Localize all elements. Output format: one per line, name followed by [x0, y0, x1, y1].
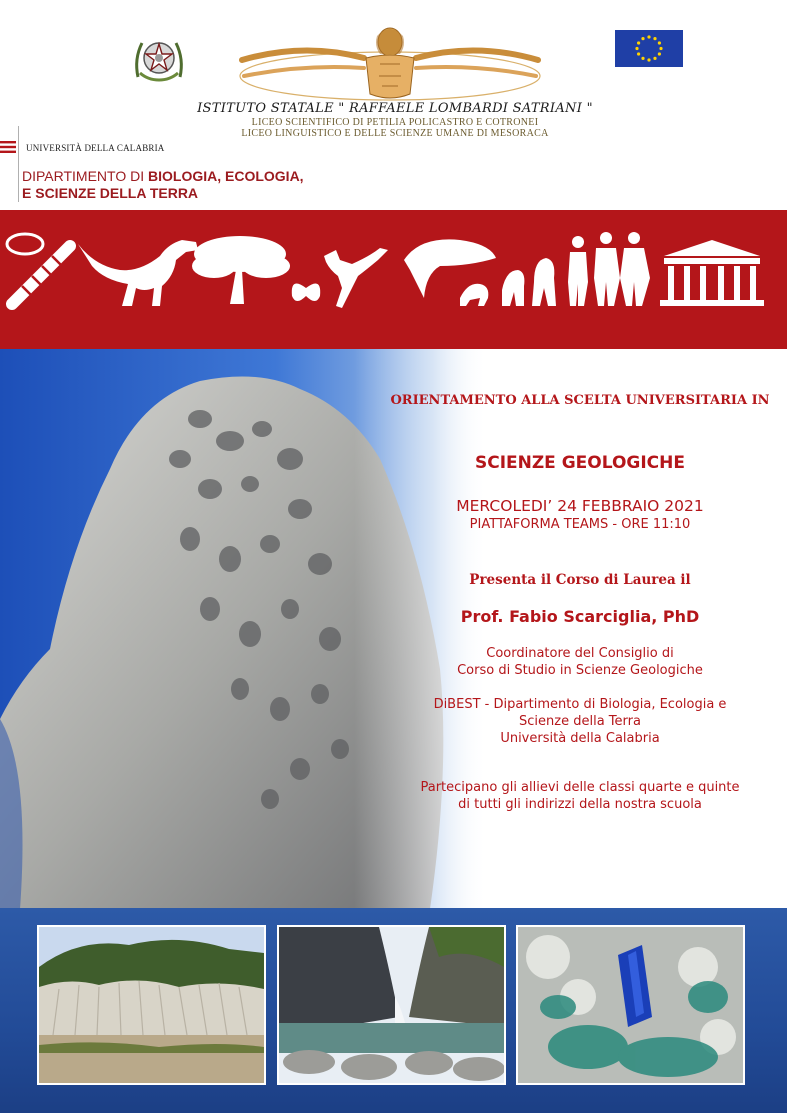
human-evolution-icon [460, 232, 650, 306]
school-subtitle-1: LICEO SCIENTIFICO DI PETILIA POLICASTRO E COTRONEI [251, 117, 539, 128]
department-name [22, 168, 304, 184]
university-name: UNIVERSITÀ DELLA CALABRIA [26, 143, 165, 153]
speaker-name: Prof. Fabio Scarciglia, PhD [460, 607, 700, 626]
school-name: ISTITUTO STATALE " RAFFAELE LOMBARDI SATRIANI " [197, 101, 593, 116]
italian-emblem-icon [132, 33, 186, 83]
event-platform-time: PIATTAFORMA TEAMS - ORE 11:10 [469, 517, 691, 532]
badlands-image [39, 927, 264, 1083]
school-subtitle-2: LICEO LINGUISTICO E DELLE SCIENZE UMANE DI MESORACA [241, 128, 549, 139]
university-divider [18, 126, 19, 202]
presentation-intro: Presenta il Corso di Laurea il [469, 572, 691, 588]
speaker-role-line1: Coordinatore del Consiglio di [486, 646, 674, 661]
subject-title: SCIENZE GEOLOGICHE [474, 453, 686, 473]
department-highlight: BIOLOGIA, ECOLOGIA, [148, 168, 304, 184]
tree-icon [192, 236, 290, 304]
dinosaur-icon [78, 240, 198, 306]
unical-logo-icon [0, 140, 18, 154]
speaker-dept-line3: Università della Calabria [500, 731, 660, 746]
speaker-dept-line2: Scienze della Terra [519, 714, 641, 729]
dna-icon [7, 234, 70, 304]
museum-building-icon [660, 240, 764, 306]
evolution-silhouettes [0, 226, 787, 312]
frog-icon [324, 248, 388, 308]
speaker-dept-line1: DiBEST - Dipartimento di Biologia, Ecologia e [433, 697, 727, 712]
hero-rock-image [0, 349, 787, 909]
photo-badlands-hills [37, 925, 266, 1085]
event-date: MERCOLEDI’ 24 FEBBRAIO 2021 [456, 497, 704, 515]
butterfly-icon [292, 284, 320, 302]
participants-line2: di tutti gli indirizzi della nostra scuola [458, 797, 702, 812]
eu-flag-icon [615, 30, 683, 67]
gorge-image [279, 927, 504, 1083]
crystal-image [518, 927, 743, 1083]
photo-mineral-crystal [516, 925, 745, 1085]
participants-line1: Partecipano gli allievi delle classi quarte e quinte [420, 780, 740, 795]
speaker-role-line2: Corso di Studio in Scienze Geologiche [457, 663, 703, 678]
orientation-heading: ORIENTAMENTO ALLA SCELTA UNIVERSITARIA IN [390, 393, 770, 408]
vitruvian-man-icon [234, 24, 546, 106]
department-prefix: DIPARTIMENTO DI [22, 168, 149, 184]
photo-river-gorge [277, 925, 506, 1085]
department-name-line2: E SCIENZE DELLA TERRA [22, 185, 199, 201]
